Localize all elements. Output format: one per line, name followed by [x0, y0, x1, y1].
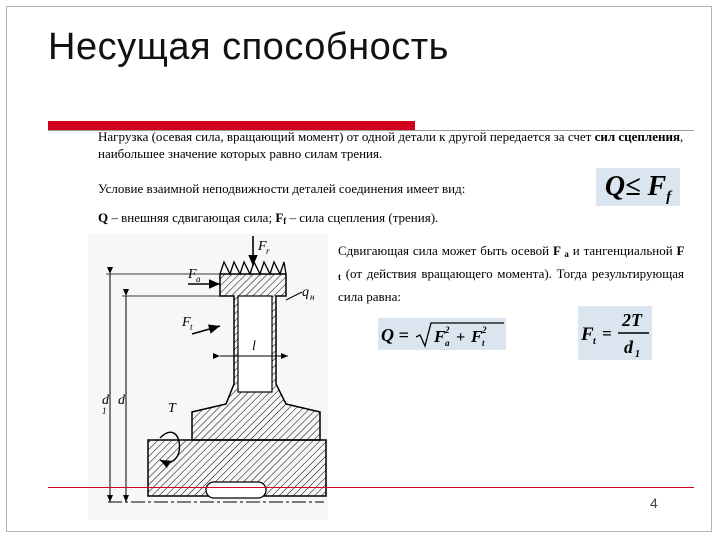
svg-text:d: d	[118, 393, 125, 408]
svg-text:1: 1	[635, 349, 640, 360]
formula-immobility-condition: $Q\le F_f$	[596, 168, 680, 206]
svg-text:a: a	[445, 338, 450, 348]
formula-tangential-force	[578, 306, 652, 360]
svg-text:F: F	[471, 327, 483, 346]
paragraph-load-transfer: Нагрузка (осевая сила, вращающий момент) от одной детали к другой передается за счет сил сцепления, наибольшее значение которых равно силам трения.	[98, 129, 684, 161]
svg-text:F: F	[581, 324, 594, 345]
svg-text:t: t	[190, 322, 193, 332]
paragraph-definitions: Q – внешняя сдвигающая сила; $F_f$ – сила сцепления (трения).	[98, 210, 439, 226]
svg-text:l: l	[252, 339, 256, 354]
svg-text:d: d	[102, 393, 109, 408]
formula-resultant-force	[378, 318, 506, 350]
svg-text:F: F	[434, 327, 446, 346]
svg-text:+: +	[456, 329, 466, 346]
svg-text:q: q	[302, 285, 309, 300]
svg-text:2: 2	[482, 325, 487, 335]
page-number: 4	[650, 495, 658, 511]
svg-text:F: F	[188, 267, 197, 282]
footer-divider	[48, 487, 694, 488]
svg-text:F: F	[258, 239, 267, 254]
svg-text:d: d	[624, 337, 633, 357]
svg-text:2: 2	[445, 325, 450, 335]
svg-text:2T: 2T	[622, 310, 642, 330]
adhesion-forces-term: сил сцепления	[594, 129, 680, 144]
interference-fit-drawing	[88, 234, 328, 520]
keyway	[206, 482, 266, 498]
svg-text:Q =: Q =	[381, 325, 409, 345]
svg-text:t: t	[482, 338, 485, 348]
paragraph-shear-force: Сдвигающая сила может быть осевой F $_a$ и тангенциальной F $_t$ (от действия вращающего момента). Тогда результирующая сила равна:	[338, 243, 685, 304]
svg-text:F: F	[182, 315, 191, 330]
svg-text:t: t	[593, 336, 596, 347]
svg-text:н: н	[310, 292, 315, 302]
slide-title: Несущая способность	[48, 26, 449, 68]
paragraph-condition: Условие взаимной неподвижности деталей соединения имеет вид:	[98, 181, 466, 196]
svg-text:r: r	[266, 246, 270, 256]
svg-text:a: a	[196, 274, 201, 284]
svg-text:1: 1	[102, 406, 107, 416]
svg-text:T: T	[168, 401, 176, 416]
svg-text:=: =	[602, 324, 612, 343]
